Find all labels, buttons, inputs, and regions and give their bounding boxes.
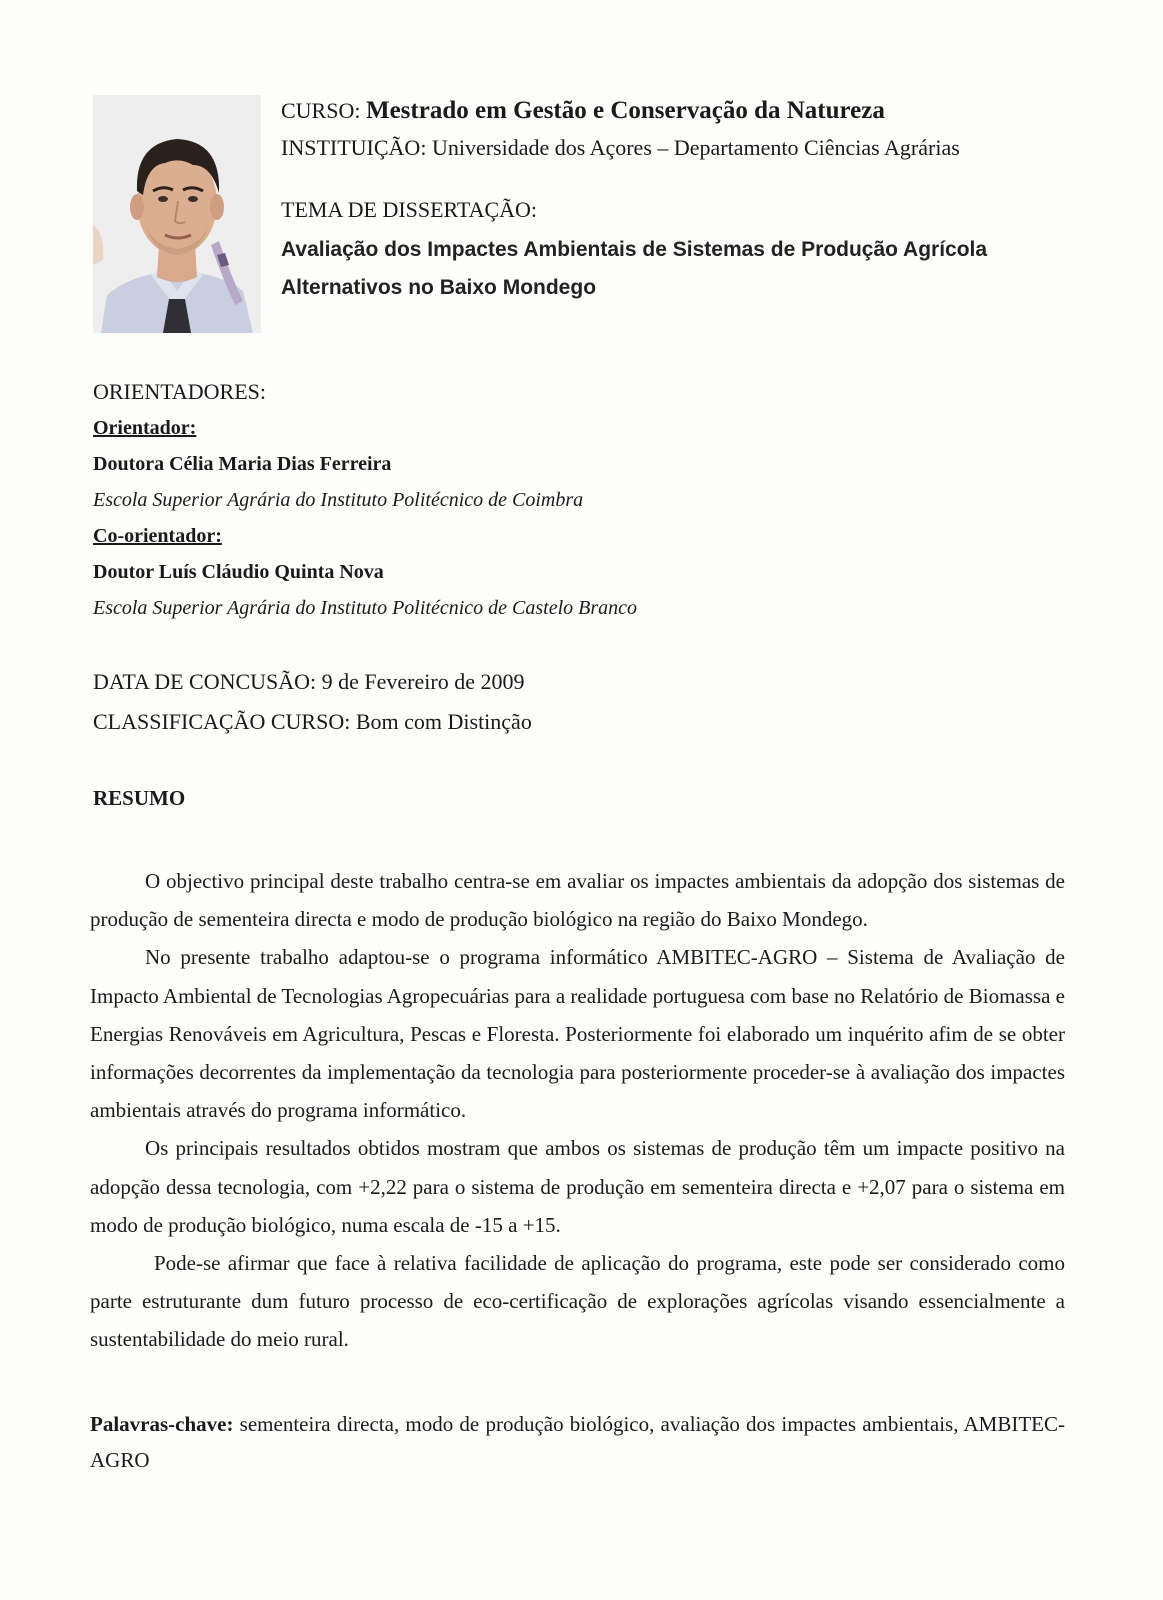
curso-value: Mestrado em Gestão e Conservação da Natureza: [365, 97, 885, 124]
details-section: [93, 662, 532, 742]
abstract-body: [90, 862, 1065, 1359]
advisors-heading: ORIENTADORES:: [93, 379, 267, 404]
abstract-paragraph-3: Os principais resultados obtidos mostram que ambos os sistemas de produção têm um impacte positivo na adopção dessa tecnologia, com +2,22 para o sistema de produção em sementeira directa e +2,07 para o sistema em modo de produção biológico, numa escala de -15 a +15.: [90, 1136, 1065, 1237]
abstract-paragraph-4: Pode-se afirmar que face à relativa facilidade de aplicação do programa, este pode ser considerado como parte estruturante dum futuro processo de eco-certificação de explorações agrícolas visando essencialmente a sustentabilidade do meio rural.: [90, 1251, 1065, 1352]
keywords-value: sementeira directa, modo de produção biológico, avaliação dos impactes ambientais, AMBITEC-AGRO: [90, 1412, 1065, 1472]
dissertation-title-line1: Avaliação dos Impactes Ambientais de Sistemas de Produção Agrícola: [281, 237, 988, 261]
header-block: [281, 92, 1081, 307]
keywords-section: [90, 1406, 1065, 1478]
advisor-institution: Escola Superior Agrária do Instituto Politécnico de Coimbra: [93, 489, 584, 511]
tema-label: TEMA DE DISSERTAÇÃO:: [281, 196, 538, 222]
classification-value: Bom com Distinção: [355, 709, 532, 734]
coadvisor-institution: Escola Superior Agrária do Instituto Politécnico de Castelo Branco: [93, 597, 638, 619]
curso-label: CURSO:: [281, 98, 361, 123]
abstract-paragraph-1: O objectivo principal deste trabalho centra-se em avaliar os impactes ambientais da adopção dos sistemas de produção de sementeira directa e modo de produção biológico na região do Baixo Mondego.: [90, 869, 1065, 932]
keywords-label: Palavras-chave:: [90, 1412, 234, 1436]
abstract-heading: RESUMO: [93, 786, 186, 810]
instituicao-value: Universidade dos Açores – Departamento Ciências Agrárias: [431, 134, 960, 160]
curso-line: [281, 92, 1081, 131]
classification-line: [93, 702, 532, 742]
advisors-section: [93, 374, 1093, 626]
abstract-paragraph-2: No presente trabalho adaptou-se o programa informático AMBITEC-AGRO – Sistema de Avaliação de Impacto Ambiental de Tecnologias Agropecuárias para a realidade portuguesa com base no Relatório de Biomassa e Energias Renováveis em Agricultura, Pescas e Floresta. Posteriormente foi elaborado um inquérito afim de se obter informações decorrentes da implementação da tecnologia para posteriormente proceder-se à avaliação dos impactes ambientais através do programa informático.: [90, 945, 1065, 1123]
author-photo: [93, 95, 261, 333]
conclusion-date-value: 9 de Fevereiro de 2009: [321, 669, 525, 694]
conclusion-date-label: DATA DE CONCUSÃO:: [93, 669, 317, 694]
dissertation-title-line2: Alternativos no Baixo Mondego: [281, 275, 597, 299]
advisor-label: Orientador:: [93, 417, 197, 439]
dissertation-title: [281, 231, 1081, 307]
classification-label: CLASSIFICAÇÃO CURSO:: [93, 709, 351, 734]
instituicao-label: INSTITUIÇÃO:: [281, 134, 427, 160]
coadvisor-label: Co-orientador:: [93, 525, 222, 547]
coadvisor-name: Doutor Luís Cláudio Quinta Nova: [93, 561, 384, 583]
instituicao-line: [281, 131, 1081, 165]
conclusion-date-line: [93, 662, 532, 702]
advisor-name: Doutora Célia Maria Dias Ferreira: [93, 453, 392, 475]
